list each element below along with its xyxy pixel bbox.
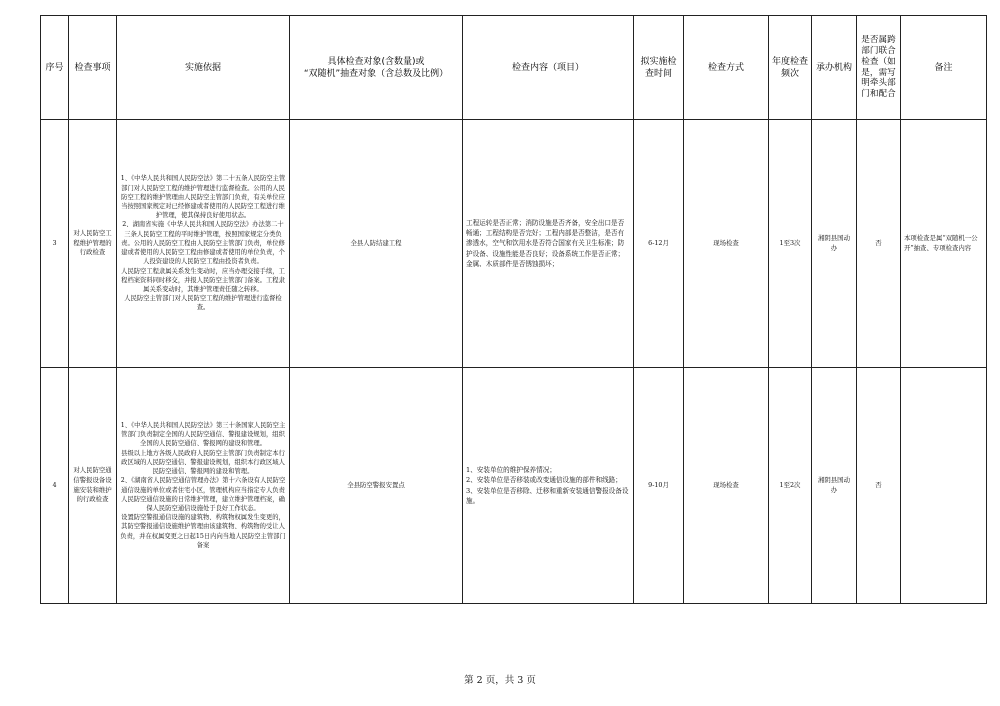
row-time: 9-10月 <box>634 368 684 604</box>
row-frequency: 1至3次 <box>769 120 812 368</box>
row-frequency: 1至2次 <box>769 368 812 604</box>
row-basis: 1、《中华人民共和国人民防空法》第二十五条人民防空主管部门对人民防空工程的维护管理进行监督检查。公用的人民防空工程的维护管理由人民防空主管部门负责，有关单位应当按照国家规定对已经修建或者使用的人民防空工程进行维护管理，使其保持良好使用状态。 2、湖南省实施《中华人民共和国人民防空法》办法第二十三条人民防空工程的平时维护管理，按照国家规定分类负责。公用的人民防空工程由人民防空主管部门负责，单位修建或者使用的人民防空工程由修建或者使用的单位负责，个人投资建设的人民防空工程由投资者负责。 人民防空工程隶属关系发生变动时，应当办理交接手续，工程档案资料同时移交，并报人民防空主管部门备案。工程隶属关系变动时，其维护管理责任随之转移。 人民防空主管部门对人民防空工程的维护管理进行监督检查。 <box>117 120 290 368</box>
header-frequency: 年度检查频次 <box>769 16 812 120</box>
row-content: 1、安装单位的维护保养情况； 2、安装单位是否移装或改变通信设施的部件和线路； 3、安装单位是否移除、迁移和重新安装通信警报设备设施。 <box>463 368 634 604</box>
header-target: 具体检查对象(含数量)或 “双随机”抽查对象（含总数及比例） <box>290 16 463 120</box>
row-organization: 湘阴县国动办 <box>812 368 857 604</box>
row-item: 对人民防空工程维护管理的行政检查 <box>69 120 117 368</box>
row-joint: 否 <box>857 120 901 368</box>
header-organization: 承办机构 <box>812 16 857 120</box>
row-method: 现场检查 <box>684 368 769 604</box>
header-item: 检查事项 <box>69 16 117 120</box>
header-remark: 备注 <box>901 16 987 120</box>
row-remark <box>901 368 987 604</box>
header-basis: 实施依据 <box>117 16 290 120</box>
row-organization: 湘阴县国动办 <box>812 120 857 368</box>
header-row <box>41 16 987 120</box>
page-footer: 第 2 页，共 3 页 <box>464 675 536 686</box>
header-time: 拟实施检查时间 <box>634 16 684 120</box>
row-item: 对人民防空通信警报设备设施安装和维护的行政检查 <box>69 368 117 604</box>
row-no: 4 <box>41 368 69 604</box>
row-basis: 1、《中华人民共和国人民防空法》第三十条国家人民防空主管部门负责制定全国的人民防空通信、警报建设规划，组织全国的人民防空通信、警报网的建设和管理。 县级以上地方各级人民政府人民防空主管部门负责制定本行政区域的人民防空通信、警报建设规划，组织本行政区域人民防空通信、警报网的建设和管理。 2、《湖南省人民防空通信管理办法》第十六条设有人民防空通信设施的单位或者住宅小区，管理机构应当指定专人负责人民防空通信设施的日常维护管理，建立维护管理档案，确保人民防空通信设施处于良好工作状态。 设置防空警报通信设施的建筑物、构筑物权属发生变更的，其防空警报通信设施维护管理由该建筑物、构筑物的受让人负责，并在权属变更之日起15日内向当地人民防空主管部门备案 <box>117 368 290 604</box>
table-row <box>41 368 987 604</box>
row-target: 全县人防结建工程 <box>290 120 463 368</box>
row-content: 工程运转是否正常；消防设施是否齐备，安全出口是否畅通；工程结构是否完好；工程内部是否整洁，是否有渗透水，空气和饮用水是否符合国家有关卫生标准；防护设备、设施性能是否良好；设备系统工作是否正常；金属、木质部件是否锈蚀损坏； <box>463 120 634 368</box>
header-method: 检查方式 <box>684 16 769 120</box>
table-row <box>41 120 987 368</box>
row-method: 现场检查 <box>684 120 769 368</box>
row-target: 全县防空警报安置点 <box>290 368 463 604</box>
header-content: 检查内容（项目） <box>463 16 634 120</box>
header-no: 序号 <box>41 16 69 120</box>
row-remark: 本项检查是属“双随机一公开”抽查、专项检查内容 <box>901 120 987 368</box>
inspection-table <box>40 15 987 604</box>
header-joint-inspection: 是否属跨部门联合检查（如是，需写明牵头部门和配合 <box>857 16 901 120</box>
row-time: 6-12月 <box>634 120 684 368</box>
row-joint: 否 <box>857 368 901 604</box>
row-no: 3 <box>41 120 69 368</box>
